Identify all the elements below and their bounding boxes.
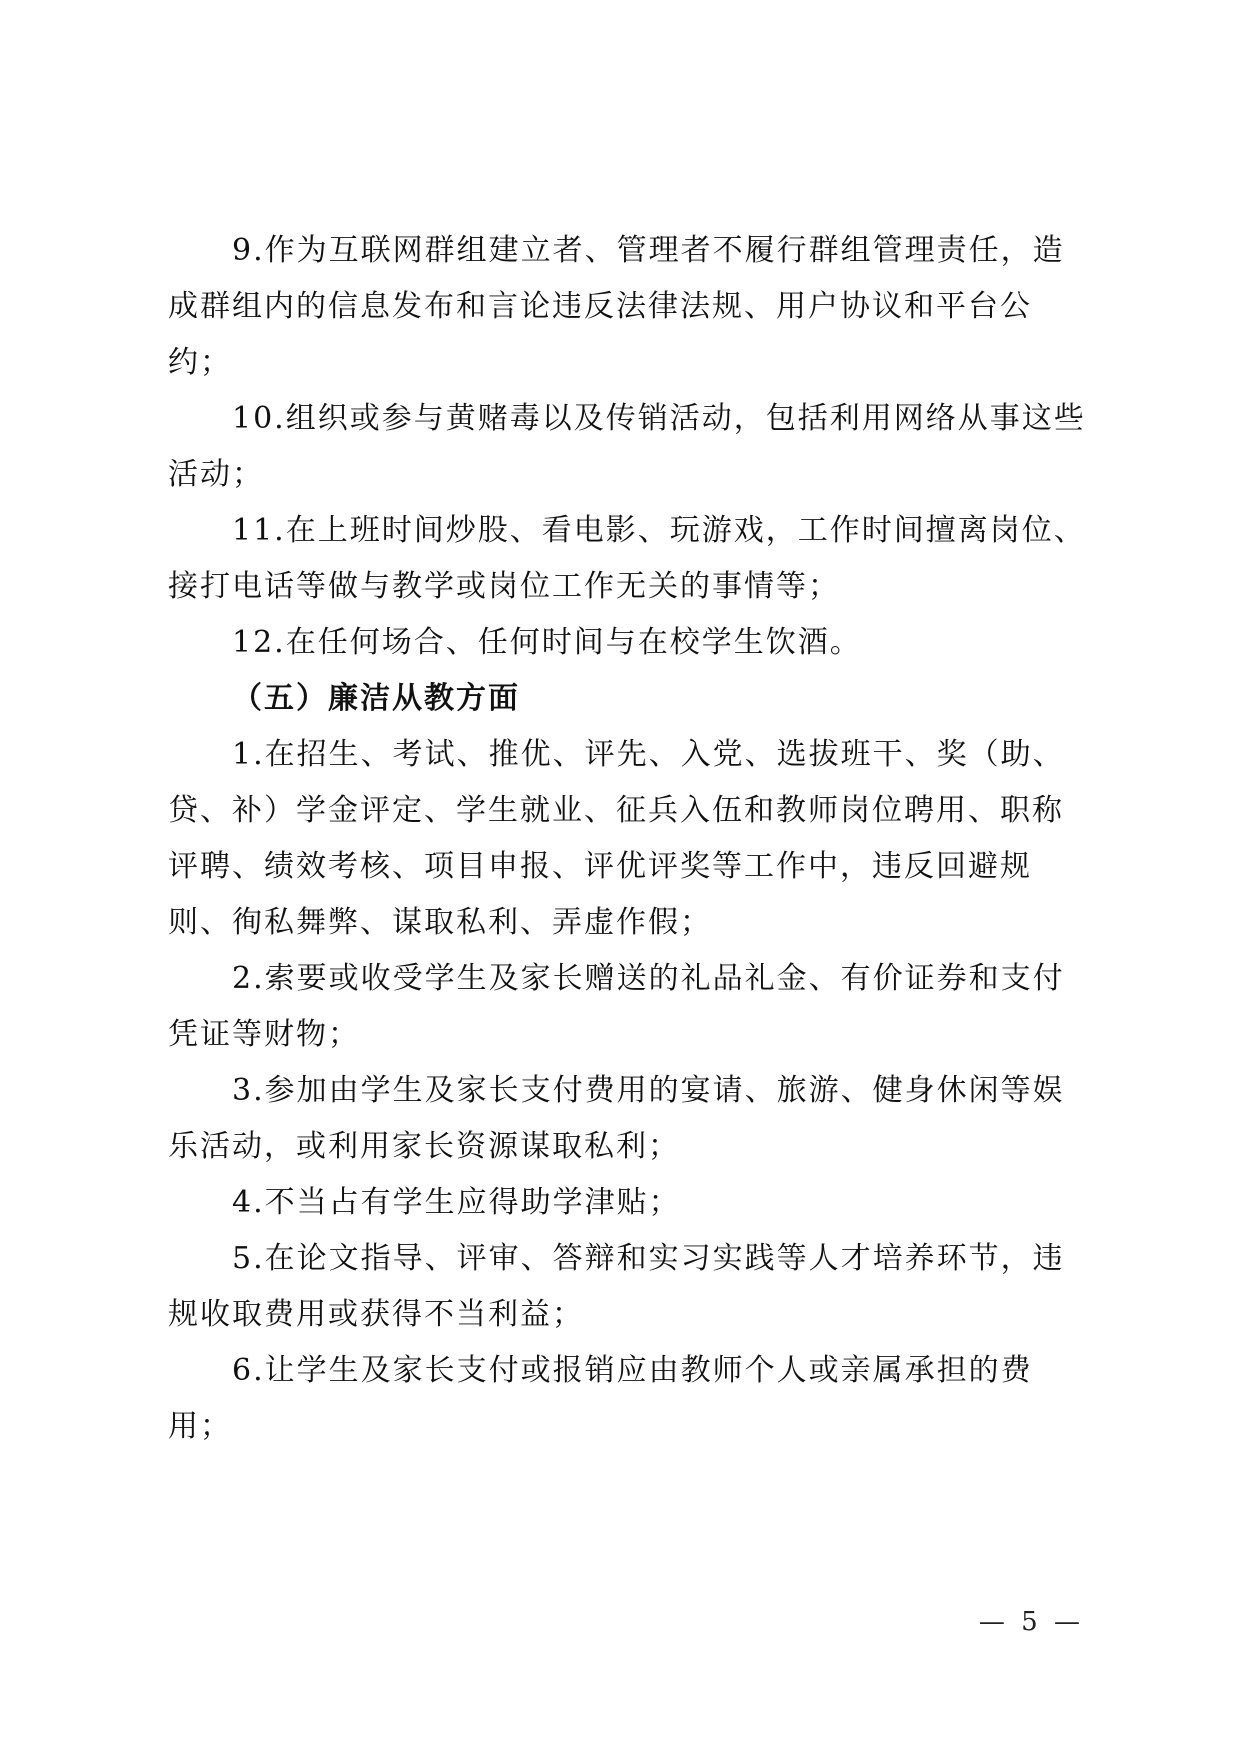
paragraph-item-12: 12.在任何场合、任何时间与在校学生饮酒。 <box>232 625 862 660</box>
paragraph-item-3: 3.参加由学生及家长支付费用的宴请、旅游、健身休闲等娱乐活动，或利用家长资源谋取私利； <box>168 1073 1065 1164</box>
paragraph-item-5: 5.在论文指导、评审、答辩和实习实践等人才培养环节，违规收取费用或获得不当利益； <box>168 1241 1065 1332</box>
document-body <box>168 223 1093 1455</box>
paragraph-item-2: 2.索要或收受学生及家长赠送的礼品礼金、有价证券和支付凭证等财物； <box>168 961 1065 1052</box>
paragraph-item-10: 10.组织或参与黄赌毒以及传销活动，包括利用网络从事这些活动； <box>168 401 1086 492</box>
section-heading: （五）廉洁从教方面 <box>232 681 520 716</box>
paragraph-item-4: 4.不当占有学生应得助学津贴； <box>232 1185 681 1220</box>
paragraph-item-1: 1.在招生、考试、推优、评先、入党、选拔班干、奖（助、贷、补）学金评定、学生就业、征兵入伍和教师岗位聘用、职称评聘、绩效考核、项目申报、评优评奖等工作中，违反回避规则、徇私舞弊、谋取私利、弄虚作假； <box>168 737 1065 940</box>
paragraph-item-11: 11.在上班时间炒股、看电影、玩游戏，工作时间擅离岗位、接打电话等做与教学或岗位工作无关的事情等； <box>168 513 1086 604</box>
paragraph-item-6: 6.让学生及家长支付或报销应由教师个人或亲属承担的费用； <box>168 1353 1033 1444</box>
page-number: — 5 — <box>978 1607 1084 1637</box>
paragraph-item-9: 9.作为互联网群组建立者、管理者不履行群组管理责任，造成群组内的信息发布和言论违反法律法规、用户协议和平台公约； <box>168 233 1065 380</box>
